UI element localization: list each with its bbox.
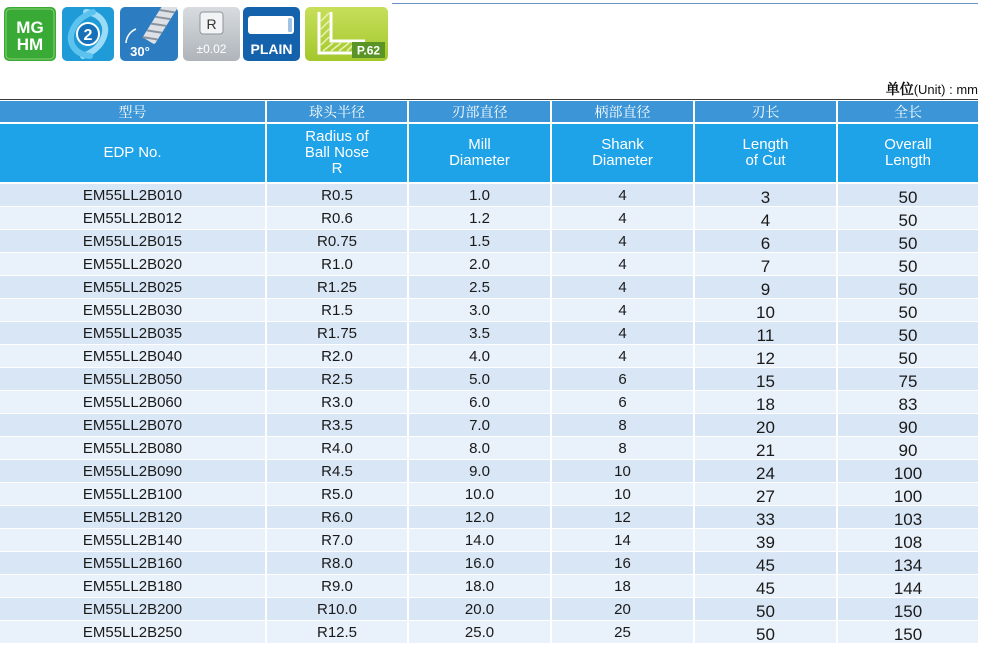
header-shank-diameter-zh: 柄部直径 — [550, 101, 693, 122]
overall-length-cell: 144 — [836, 575, 978, 597]
shank-diameter-cell: 4 — [550, 253, 693, 275]
header-row-zh — [0, 101, 978, 122]
mill-diameter-cell: 14.0 — [407, 529, 550, 551]
edp-cell: EM55LL2B140 — [82, 531, 183, 549]
radius-cell: R3.0 — [265, 391, 407, 413]
length-of-cut-cell: 10 — [693, 299, 836, 321]
overall-length-cell: 50 — [836, 299, 978, 321]
edp-cell: EM55LL2B020 — [82, 255, 183, 273]
length-of-cut-cell: 39 — [693, 529, 836, 551]
mill-diameter-cell: 2.0 — [407, 253, 550, 275]
radius-tolerance-value: ±0.02 — [196, 42, 227, 56]
product-table — [0, 101, 978, 643]
length-of-cut-cell: 7 — [693, 253, 836, 275]
radius-cell: R1.25 — [265, 276, 407, 298]
overall-length-cell: 50 — [836, 184, 978, 206]
mill-diameter-cell: 5.0 — [407, 368, 550, 390]
mill-diameter-cell: 1.0 — [407, 184, 550, 206]
table-row — [0, 252, 978, 275]
page-reference-label: P.62 — [356, 43, 381, 58]
page-reference-badge — [305, 7, 388, 61]
shank-diameter-cell: 10 — [550, 483, 693, 505]
edp-cell: EM55LL2B012 — [82, 209, 183, 227]
edp-cell: EM55LL2B090 — [82, 462, 183, 480]
radius-cell: R8.0 — [265, 552, 407, 574]
radius-cell: R5.0 — [265, 483, 407, 505]
table-top-rule — [0, 99, 978, 100]
shank-diameter-cell: 25 — [550, 621, 693, 643]
shank-diameter-cell: 6 — [550, 368, 693, 390]
edp-cell: EM55LL2B040 — [82, 347, 183, 365]
length-of-cut-cell: 24 — [693, 460, 836, 482]
radius-cell: R7.0 — [265, 529, 407, 551]
edp-cell: EM55LL2B120 — [82, 508, 183, 526]
length-of-cut-cell: 27 — [693, 483, 836, 505]
radius-cell: R1.0 — [265, 253, 407, 275]
length-of-cut-cell: 3 — [693, 184, 836, 206]
mill-diameter-cell: 3.0 — [407, 299, 550, 321]
length-of-cut-cell: 18 — [693, 391, 836, 413]
radius-cell: R4.5 — [265, 460, 407, 482]
header-shank-diameter-en: Shank Diameter — [550, 124, 693, 182]
length-of-cut-cell: 21 — [693, 437, 836, 459]
mill-diameter-cell: 9.0 — [407, 460, 550, 482]
length-of-cut-cell: 45 — [693, 575, 836, 597]
length-of-cut-cell: 4 — [693, 207, 836, 229]
table-row — [0, 551, 978, 574]
mill-diameter-cell: 7.0 — [407, 414, 550, 436]
mill-diameter-cell: 25.0 — [407, 621, 550, 643]
material-badge — [4, 7, 56, 61]
helix-angle-badge — [120, 7, 178, 61]
unit-label-en: (Unit) : mm — [913, 82, 978, 97]
shank-diameter-cell: 16 — [550, 552, 693, 574]
edp-cell: EM55LL2B200 — [82, 600, 183, 618]
flute-count: 2 — [83, 27, 93, 44]
table-row — [0, 620, 978, 643]
shank-diameter-cell: 14 — [550, 529, 693, 551]
shank-type-label: PLAIN — [250, 41, 293, 57]
shank-diameter-cell: 6 — [550, 391, 693, 413]
table-row — [0, 459, 978, 482]
radius-tolerance-badge — [183, 7, 240, 61]
edp-cell: EM55LL2B250 — [82, 623, 183, 641]
shank-diameter-cell: 12 — [550, 506, 693, 528]
table-row — [0, 321, 978, 344]
material-line1: MG — [16, 18, 44, 37]
edp-cell: EM55LL2B080 — [82, 439, 183, 457]
mill-diameter-cell: 12.0 — [407, 506, 550, 528]
plain-shank-icon — [248, 16, 294, 34]
radius-cell: R0.75 — [265, 230, 407, 252]
table-row — [0, 436, 978, 459]
overall-length-cell: 100 — [836, 460, 978, 482]
edp-cell: EM55LL2B015 — [82, 232, 183, 250]
radius-cell: R0.5 — [265, 184, 407, 206]
unit-label — [886, 82, 978, 97]
mill-diameter-cell: 6.0 — [407, 391, 550, 413]
overall-length-cell: 50 — [836, 230, 978, 252]
edp-cell: EM55LL2B025 — [82, 278, 183, 296]
mill-diameter-cell: 1.5 — [407, 230, 550, 252]
length-of-cut-cell: 6 — [693, 230, 836, 252]
radius-cell: R2.5 — [265, 368, 407, 390]
radius-cell: R2.0 — [265, 345, 407, 367]
length-of-cut-cell: 9 — [693, 276, 836, 298]
overall-length-cell: 100 — [836, 483, 978, 505]
header-rule — [392, 3, 978, 4]
mill-diameter-cell: 20.0 — [407, 598, 550, 620]
header-mill-diameter-en: Mill Diameter — [407, 124, 550, 182]
header-edp-zh: 型号 — [118, 103, 147, 120]
mill-diameter-cell: 4.0 — [407, 345, 550, 367]
radius-cell: R12.5 — [265, 621, 407, 643]
header-radius-zh: 球头半径 — [265, 101, 407, 122]
radius-cell: R0.6 — [265, 207, 407, 229]
edp-cell: EM55LL2B030 — [82, 301, 183, 319]
shank-diameter-cell: 4 — [550, 207, 693, 229]
radius-cell: R1.75 — [265, 322, 407, 344]
radius-cell: R9.0 — [265, 575, 407, 597]
table-row — [0, 505, 978, 528]
material-line2: HM — [16, 35, 44, 54]
overall-length-cell: 150 — [836, 621, 978, 643]
header-radius-en: Radius of Ball Nose R — [265, 124, 407, 182]
header-edp-en: EDP No. — [103, 144, 162, 161]
table-row — [0, 528, 978, 551]
mill-diameter-cell: 3.5 — [407, 322, 550, 344]
flute-count-badge — [62, 7, 114, 61]
radius-letter: R — [206, 16, 217, 32]
table-row — [0, 206, 978, 229]
overall-length-cell: 50 — [836, 322, 978, 344]
overall-length-cell: 108 — [836, 529, 978, 551]
edp-cell: EM55LL2B050 — [82, 370, 183, 388]
table-row — [0, 574, 978, 597]
edp-cell: EM55LL2B160 — [82, 554, 183, 572]
shank-diameter-cell: 8 — [550, 414, 693, 436]
edp-cell: EM55LL2B035 — [82, 324, 183, 342]
shank-diameter-cell: 4 — [550, 299, 693, 321]
overall-length-cell: 150 — [836, 598, 978, 620]
header-mill-diameter-zh: 刃部直径 — [407, 101, 550, 122]
header-row-en — [0, 124, 978, 182]
length-of-cut-cell: 50 — [693, 621, 836, 643]
table-row — [0, 413, 978, 436]
shank-type-badge — [243, 7, 300, 61]
overall-length-cell: 50 — [836, 207, 978, 229]
overall-length-cell: 75 — [836, 368, 978, 390]
shank-diameter-cell: 10 — [550, 460, 693, 482]
table-row — [0, 367, 978, 390]
mill-diameter-cell: 18.0 — [407, 575, 550, 597]
length-of-cut-cell: 33 — [693, 506, 836, 528]
overall-length-cell: 103 — [836, 506, 978, 528]
overall-length-cell: 50 — [836, 253, 978, 275]
header-length-of-cut-zh: 刃长 — [693, 101, 836, 122]
table-row — [0, 298, 978, 321]
overall-length-cell: 50 — [836, 345, 978, 367]
radius-cell: R3.5 — [265, 414, 407, 436]
mill-diameter-cell: 2.5 — [407, 276, 550, 298]
length-of-cut-cell: 45 — [693, 552, 836, 574]
edp-cell: EM55LL2B100 — [82, 485, 183, 503]
table-row — [0, 482, 978, 505]
radius-cell: R6.0 — [265, 506, 407, 528]
mill-diameter-cell: 1.2 — [407, 207, 550, 229]
radius-cell: R4.0 — [265, 437, 407, 459]
mill-diameter-cell: 10.0 — [407, 483, 550, 505]
edp-cell: EM55LL2B010 — [82, 186, 183, 204]
shank-diameter-cell: 20 — [550, 598, 693, 620]
shank-diameter-cell: 18 — [550, 575, 693, 597]
shank-diameter-cell: 4 — [550, 276, 693, 298]
shank-diameter-cell: 4 — [550, 230, 693, 252]
table-row — [0, 597, 978, 620]
overall-length-cell: 83 — [836, 391, 978, 413]
length-of-cut-cell: 20 — [693, 414, 836, 436]
shank-diameter-cell: 4 — [550, 184, 693, 206]
mill-diameter-cell: 8.0 — [407, 437, 550, 459]
helix-angle-value: 30° — [130, 44, 150, 59]
length-of-cut-cell: 15 — [693, 368, 836, 390]
overall-length-cell: 50 — [836, 276, 978, 298]
table-row — [0, 183, 978, 206]
header-overall-length-zh: 全长 — [836, 101, 978, 122]
shank-diameter-cell: 4 — [550, 345, 693, 367]
table-row — [0, 344, 978, 367]
table-row — [0, 229, 978, 252]
overall-length-cell: 134 — [836, 552, 978, 574]
mill-diameter-cell: 16.0 — [407, 552, 550, 574]
shank-diameter-cell: 4 — [550, 322, 693, 344]
overall-length-cell: 90 — [836, 414, 978, 436]
overall-length-cell: 90 — [836, 437, 978, 459]
table-row — [0, 390, 978, 413]
unit-label-zh: 单位 — [885, 81, 914, 97]
length-of-cut-cell: 12 — [693, 345, 836, 367]
radius-cell: R1.5 — [265, 299, 407, 321]
table-row — [0, 275, 978, 298]
table-body — [0, 183, 978, 643]
shank-diameter-cell: 8 — [550, 437, 693, 459]
edp-cell: EM55LL2B070 — [82, 416, 183, 434]
length-of-cut-cell: 50 — [693, 598, 836, 620]
edp-cell: EM55LL2B060 — [82, 393, 183, 411]
radius-cell: R10.0 — [265, 598, 407, 620]
edp-cell: EM55LL2B180 — [82, 577, 183, 595]
header-length-of-cut-en: Length of Cut — [693, 124, 836, 182]
header-overall-length-en: Overall Length — [836, 124, 978, 182]
length-of-cut-cell: 11 — [693, 322, 836, 344]
